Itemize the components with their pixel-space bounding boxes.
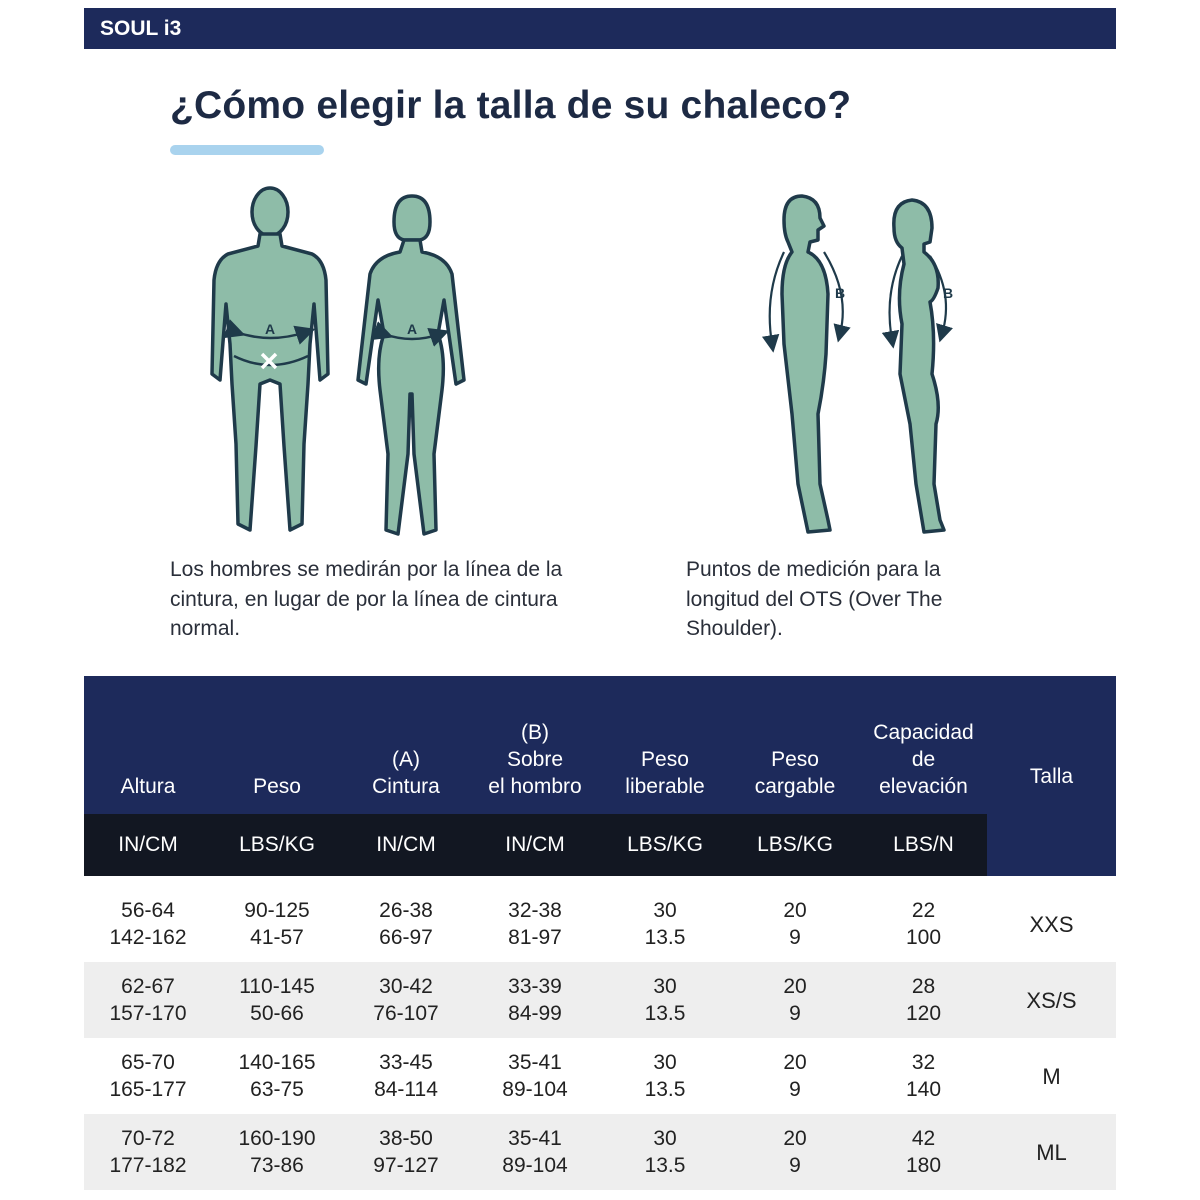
cell-value: 42	[911, 1127, 936, 1150]
size-label: XS/S	[1026, 987, 1077, 1013]
column-header-line: (B)	[520, 721, 549, 744]
page-title: ¿Cómo elegir la talla de su chaleco?	[170, 84, 852, 127]
female-label-a: A	[406, 321, 418, 337]
cell-value: 90-125	[244, 899, 310, 922]
unit-label: LBS/N	[893, 833, 954, 856]
table-cell	[860, 1114, 987, 1190]
size-label: M	[1042, 1063, 1061, 1089]
table-row	[84, 886, 1116, 962]
table-cell	[342, 962, 470, 1038]
table-cell	[600, 962, 730, 1038]
cell-value: 32	[911, 1051, 936, 1074]
cell-value: 140-165	[238, 1051, 316, 1074]
size-label: XXS	[1029, 911, 1074, 937]
cell-value: 35-41	[508, 1127, 562, 1150]
size-label: ML	[1036, 1139, 1067, 1165]
cell-value: 66-97	[379, 926, 433, 949]
cell-value: 50-66	[250, 1002, 304, 1025]
table-row	[84, 1114, 1116, 1190]
table-cell	[600, 886, 730, 962]
cell-value: 120	[905, 1002, 942, 1025]
column-header	[987, 676, 1116, 876]
cell-value: 30	[653, 899, 677, 922]
size-table	[84, 676, 1116, 1200]
unit-label: IN/CM	[376, 833, 436, 856]
table-cell	[470, 1114, 600, 1190]
table-cell	[860, 962, 987, 1038]
cell-value: 110-145	[239, 975, 315, 998]
table-cell	[470, 1038, 600, 1114]
cell-value: 84-99	[508, 1002, 562, 1025]
cell-value: 70-72	[121, 1127, 175, 1150]
table-cell	[730, 962, 860, 1038]
cell-value: 20	[783, 1051, 807, 1074]
cell-value: 81-97	[508, 926, 562, 949]
cell-value: 63-75	[250, 1078, 304, 1101]
column-header	[212, 696, 342, 800]
column-header-line: (A)	[391, 748, 420, 771]
column-header-line: Peso	[641, 748, 689, 771]
column-header-line: elevación	[879, 775, 968, 798]
cell-value: 9	[789, 926, 801, 949]
cell-value: 30	[653, 1127, 677, 1150]
cell-value: 20	[783, 899, 807, 922]
female-front-figure	[358, 196, 464, 534]
cell-value: 9	[789, 1002, 801, 1025]
column-header-line: Peso	[253, 775, 301, 798]
cell-value: 73-86	[250, 1154, 304, 1177]
cell-value: 13.5	[644, 1078, 686, 1101]
table-cell	[600, 1114, 730, 1190]
table-row	[84, 1038, 1116, 1114]
caption-ots: Puntos de medición para la longitud del OTS (Over The Shoulder).	[686, 558, 943, 640]
column-header	[470, 696, 600, 800]
cell-value: 33-45	[379, 1051, 433, 1074]
cell-value: 56-64	[121, 899, 175, 922]
table-cell	[860, 886, 987, 962]
table-cell	[730, 1114, 860, 1190]
male-label-b: B	[834, 285, 846, 301]
cell-value: 9	[789, 1078, 801, 1101]
column-header	[730, 696, 860, 800]
cell-value: 180	[905, 1154, 942, 1177]
table-cell	[470, 886, 600, 962]
female-side-figure	[894, 200, 944, 532]
table-cell	[212, 962, 342, 1038]
cell-value: 35-41	[508, 1051, 562, 1074]
cell-value: 165-177	[109, 1078, 187, 1101]
cell-value: 89-104	[502, 1078, 568, 1101]
column-header-line: Altura	[120, 775, 176, 798]
brand-bar	[84, 8, 1116, 49]
cell-value: 89-104	[502, 1154, 568, 1177]
column-header	[860, 696, 987, 800]
cell-value: 160-190	[238, 1127, 316, 1150]
unit-label: IN/CM	[118, 833, 178, 856]
table-cell	[342, 1038, 470, 1114]
cell-value: 30-42	[379, 975, 433, 998]
table-cell	[600, 1038, 730, 1114]
cell-value: 84-114	[374, 1078, 438, 1101]
male-label-a: A	[264, 321, 276, 337]
cell-value: 20	[783, 1127, 807, 1150]
table-cell	[212, 1038, 342, 1114]
cell-value: 30	[653, 975, 677, 998]
cell-value: 38-50	[379, 1127, 433, 1150]
cell-value: 97-127	[373, 1154, 439, 1177]
cell-value: 142-162	[109, 926, 187, 949]
column-header-line: Peso	[771, 748, 819, 771]
title-underline	[170, 145, 324, 155]
table-cell	[860, 1038, 987, 1114]
cell-value: 76-107	[373, 1002, 439, 1025]
table-cell	[342, 1114, 470, 1190]
cell-value: 30	[653, 1051, 677, 1074]
cell-value: 22	[911, 899, 936, 922]
male-side-figure	[782, 196, 830, 532]
column-header-line: Capacidad	[873, 721, 974, 744]
cell-value: 41-57	[250, 926, 304, 949]
cell-value: 157-170	[109, 1002, 187, 1025]
cell-value: 177-182	[109, 1154, 187, 1177]
unit-label: LBS/KG	[239, 833, 315, 856]
column-header-line: Sobre	[506, 748, 564, 771]
caption-waist: Los hombres se medirán por la línea de la cintura, en lugar de por la línea de cintura normal.	[170, 558, 563, 640]
measurement-figures	[84, 184, 1116, 544]
table-cell	[84, 886, 212, 962]
unit-label: LBS/KG	[757, 833, 833, 856]
column-header	[600, 696, 730, 800]
female-label-b: B	[942, 285, 954, 301]
table-cell	[730, 886, 860, 962]
table-cell	[84, 962, 212, 1038]
column-header-line: de	[911, 748, 936, 771]
cell-value: 65-70	[121, 1051, 175, 1074]
cell-value: 9	[789, 1154, 801, 1177]
size-guide-sheet	[84, 8, 1116, 1200]
table-cell	[84, 1114, 212, 1190]
table-cell	[342, 886, 470, 962]
cell-value: 32-38	[508, 899, 562, 922]
column-header	[84, 696, 212, 800]
column-header-line: Cintura	[372, 775, 440, 798]
column-header	[342, 696, 470, 800]
cell-value: 100	[905, 926, 942, 949]
table-cell	[84, 1038, 212, 1114]
cell-value: 33-39	[508, 975, 562, 998]
cell-value: 13.5	[644, 1154, 686, 1177]
table-cell	[212, 1114, 342, 1190]
table-cell	[730, 1038, 860, 1114]
column-header-line: cargable	[754, 775, 836, 798]
column-header-line: el hombro	[488, 775, 582, 798]
table-row	[84, 962, 1116, 1038]
cell-value: 62-67	[121, 975, 175, 998]
brand-name: SOUL i3	[100, 17, 182, 40]
table-cell	[470, 962, 600, 1038]
cell-value: 13.5	[644, 926, 686, 949]
cell-value: 13.5	[644, 1002, 686, 1025]
cell-value: 20	[783, 975, 807, 998]
unit-label: IN/CM	[505, 833, 565, 856]
cell-value: 28	[911, 975, 936, 998]
cell-value: 26-38	[379, 899, 433, 922]
table-cell	[212, 886, 342, 962]
column-header-line: Talla	[1029, 764, 1074, 788]
cell-value: 140	[905, 1078, 942, 1101]
column-header-line: liberable	[625, 775, 705, 798]
unit-label: LBS/KG	[627, 833, 703, 856]
